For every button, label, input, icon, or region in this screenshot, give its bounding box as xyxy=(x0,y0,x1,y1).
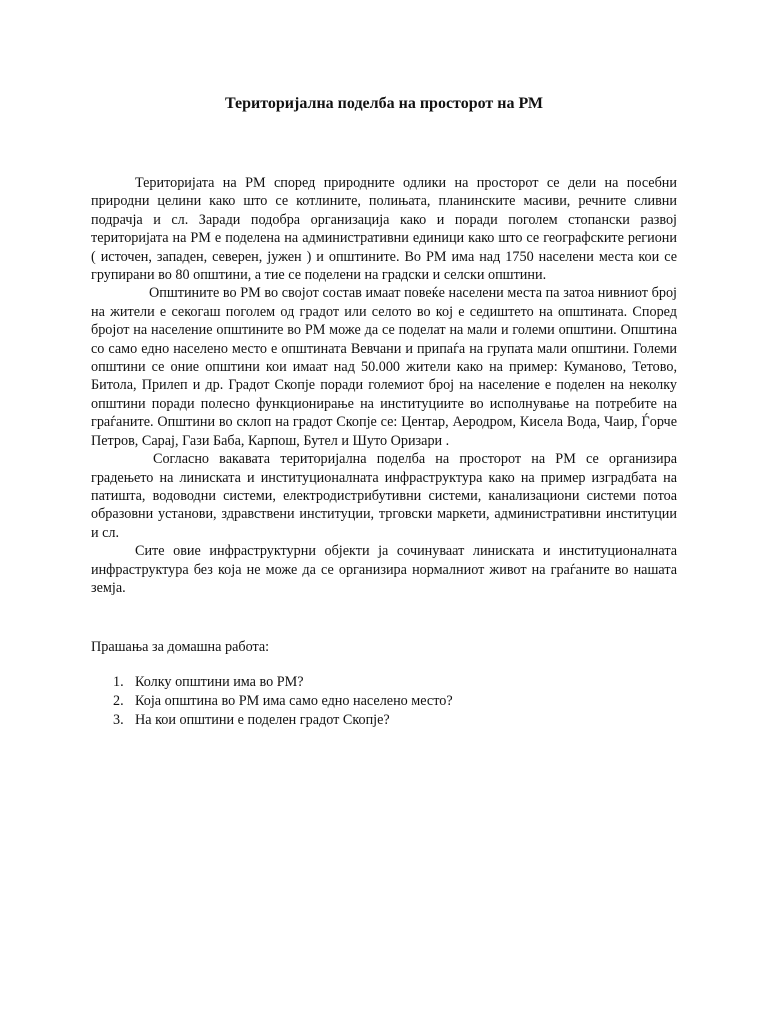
questions-list xyxy=(91,673,453,730)
paragraph-territory: Територијата на РМ според природните одлики на просторот се дели на посебни природни целини како што се котлините, полињата, планинските масиви, речните сливни подрачја и сл. Заради подобра организација како и поради поголем стопански развој територијата на РМ е поделена на административни единици како што се географските региони ( источен, западен, северен, јужен ) и општините. Во РМ има над 1750 населени места кои се групирани во 80 општини, а тие се поделени на градски и селски општини. xyxy=(91,175,677,284)
document-title: Територијална поделба на просторот на РМ xyxy=(224,95,544,112)
document-body xyxy=(91,174,677,597)
paragraph-conclusion: Сите овие инфраструктурни објекти ја сочинуваат линиската и институционалната инфраструктура без која не може да се организира нормалниот живот на граѓаните во нашата земја. xyxy=(91,543,677,596)
paragraph-municipalities: Општините во РМ во својот состав имаат повеќе населени места па затоа нивниот број на жители е секогаш поголем од градот или селото во кој е седиштето на општината. Според бројот на население општините во РМ може да се поделат на мали и големи општини. Општина со само едно населено место е општината Вевчани и припаѓа на групата мали општини. Големи општини се оние општини кои имаат над 50.000 жители како на пример: Куманово, Тетово, Битола, Прилеп и др. Градот Скопје поради големиот број на население е поделен на неколку општини поради полесно функционирање на институциите во исполнување на потребите на граѓаните. Општини во склоп на градот Скопје се: Центар, Аеродром, Кисела Вода, Чаир, Ѓорче Петров, Сарај, Гази Баба, Карпош, Бутел и Шуто Оризари . xyxy=(91,285,677,449)
paragraph-infrastructure: Согласно вакавата територијална поделба на просторот на РМ се организира градењето на линиската и институционалната инфраструктура како на пример изградбата на патишта, водоводни системи, електродистрибутивни системи, канализациони системи потоа образовни установи, здравствени институции, трговски маркети, административни институции и сл. xyxy=(91,451,677,541)
question-text: Која општина во РМ има само едно населено место? xyxy=(135,693,453,709)
question-item xyxy=(91,692,453,711)
question-text: Колку општини има во РМ? xyxy=(135,674,304,690)
question-number: 3. xyxy=(113,712,124,728)
question-number: 2. xyxy=(113,693,124,709)
question-item xyxy=(91,711,453,730)
questions-heading: Прашања за домашна работа: xyxy=(91,639,270,655)
question-item xyxy=(91,673,453,692)
question-number: 1. xyxy=(113,674,124,690)
question-text: На кои општини е поделен градот Скопје? xyxy=(135,712,390,728)
